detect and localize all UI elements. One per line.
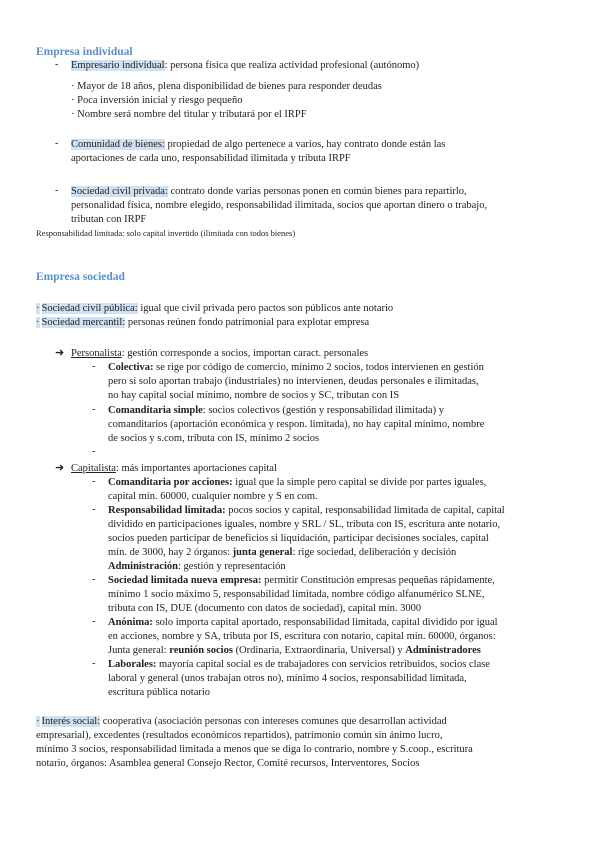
- anonima-text-3c: (Ordinaria, Extraordinaria, Universal) y: [232, 645, 406, 656]
- personalista-line: [71, 347, 368, 360]
- personalista-text: : gestión corresponde a socios, importan caract. personales: [121, 348, 369, 359]
- acciones-line-2: capital mín. 60000, cualquier nombre y S en com.: [108, 491, 318, 502]
- acciones-line: [108, 476, 486, 489]
- limitada-text-4c: : rige sociedad, deliberación y decisión: [292, 547, 457, 558]
- interes-social-label: Interés social:: [41, 716, 101, 727]
- reunion-socios-label: reunión socios: [169, 645, 233, 656]
- laborales-line: [108, 658, 490, 671]
- mercantil-label: Sociedad mercantil:: [41, 317, 126, 328]
- limitada-text-4a: mín. de 3000, hay 2 órganos:: [108, 547, 233, 558]
- civil-publica-line: [36, 302, 393, 315]
- limitada-line: [108, 504, 505, 517]
- comanditaria-simple-label: Comanditaria simple: [108, 405, 203, 416]
- laborales-line-2: laboral y general (unos trabajan otros no), mínimo 4 socios, responsabilidad limitada,: [108, 673, 467, 684]
- dash: -: [92, 616, 96, 627]
- heading-empresa-individual: Empresa individual: [36, 46, 133, 58]
- civil-privada-line-3: tributan con IRPF: [71, 214, 147, 225]
- interes-social-text: cooperativa (asociación personas con intereses comunes que desarrollan actividad: [100, 716, 447, 727]
- civil-publica-label: Sociedad civil pública:: [41, 303, 138, 314]
- personalista-label: Personalista: [71, 348, 122, 359]
- responsabilidad-note: Responsabilidad limitada: solo capital invertido (ilimitada con todos bienes): [36, 228, 296, 238]
- acciones-label: Comanditaria por acciones:: [108, 477, 233, 488]
- limitada-line-2: dividido en participaciones iguales, nombre y SRL / SL, tributa con IS, escritura ante notario,: [108, 519, 501, 530]
- arrow-icon: ➜: [55, 347, 65, 359]
- dash: -: [92, 404, 96, 415]
- comanditaria-simple-line-2: comanditarios (aportación económica y respon. limitada), no hay capital mínimo, nombre: [108, 419, 485, 430]
- comunidad-text: propiedad de algo pertenece a varios, hay contrato donde están las: [164, 139, 446, 150]
- heading-empresa-sociedad: Empresa sociedad: [36, 271, 125, 283]
- limitada-line-3: socios pueden participar de beneficios si liquidación, participar decisiones sociales, capital: [108, 533, 489, 544]
- dash: -: [55, 59, 59, 70]
- laborales-label: Laborales:: [108, 659, 157, 670]
- bullet-line: · Poca inversión inicial y riesgo pequeño: [71, 95, 243, 106]
- comanditaria-simple-line: [108, 404, 444, 417]
- administracion-label: Administración: [108, 561, 179, 572]
- arrow-icon: ➜: [55, 462, 65, 474]
- nueva-text: permitir Constitución empresas pequeñas rápidamente,: [261, 575, 495, 586]
- colectiva-line-3: no hay capital social mínimo, nombre de socios y SC, tributan con IS: [108, 390, 400, 401]
- nueva-line-2: mínimo 1 socio máximo 5, responsabilidad limitada, nombre código alfanumérico SLNE,: [108, 589, 485, 600]
- dash: -: [92, 504, 96, 515]
- nueva-label: Sociedad limitada nueva empresa:: [108, 575, 262, 586]
- civil-privada-line-2: personalidad física, nombre elegido, responsabilidad ilimitada, socios que aportan dinero o trabajo,: [71, 200, 488, 211]
- bullet-dot: ·: [36, 716, 40, 727]
- comunidad-label: Comunidad de bienes:: [71, 139, 165, 150]
- colectiva-line-2: pero si solo aportan trabajo (industriales) no intervienen, deudas personales e ilimitadas,: [108, 376, 479, 387]
- empresario-individual-label: Empresario individual: [71, 60, 165, 71]
- junta-general-label: junta general: [232, 547, 293, 558]
- anonima-line: [108, 616, 498, 629]
- mercantil-text: personas reúnen fondo patrimonial para explotar empresa: [125, 317, 370, 328]
- empresario-individual-text: : persona física que realiza actividad profesional (autónomo): [164, 60, 420, 71]
- colectiva-text: se rige por código de comercio, mínimo 2 socios, todos intervienen en gestión: [153, 362, 484, 373]
- anonima-line-2: en acciones, nombre y SA, tributa por IS, escritura con notario, capital mín. 60000, órganos:: [108, 631, 496, 642]
- bullet-line: · Nombre será nombre del titular y tributará por el IRPF: [71, 109, 307, 120]
- limitada-text-5b: : gestión y representación: [178, 561, 286, 572]
- dash: -: [92, 361, 96, 372]
- empresario-individual-line: [71, 59, 419, 72]
- colectiva-label: Colectiva:: [108, 362, 154, 373]
- capitalista-line: [71, 462, 277, 475]
- colectiva-line: [108, 361, 484, 374]
- capitalista-text: : más importantes aportaciones capital: [115, 463, 277, 474]
- interes-social-line-2: empresarial), excedentes (resultados económicos repartidos), patrimonio común sin ánimo lucro,: [36, 730, 443, 741]
- bullet-dot: ·: [36, 317, 40, 328]
- laborales-text: mayoría capital social es de trabajadores con servicios retribuidos, socios clase: [156, 659, 490, 670]
- interes-social-line-3: mínimo 3 socios, responsabilidad limitada a menos que se diga lo contrario, nombre y S.coop., escritura: [36, 744, 473, 755]
- limitada-text: pocos socios y capital, responsabilidad limitada de capital, capital: [225, 505, 505, 516]
- nueva-line-3: tributa con IS, DUE (documento con datos de sociedad), capital mín. 3000: [108, 603, 422, 614]
- limitada-line-5: [108, 560, 286, 573]
- comunidad-line-2: aportaciones de cada uno, responsabilidad ilimitada y tributa IRPF: [71, 153, 351, 164]
- civil-privada-line: [71, 185, 467, 198]
- dash: -: [92, 658, 96, 669]
- dash: -: [92, 574, 96, 585]
- anonima-label: Anónima:: [108, 617, 153, 628]
- civil-privada-text: contrato donde varias personas ponen en común bienes para repartirlo,: [167, 186, 467, 197]
- dash: -: [92, 476, 96, 487]
- interes-social-line-4: notario, órganos: Asamblea general Consejo Rector, Comité recursos, Interventores, Socios: [36, 758, 420, 769]
- comanditaria-simple-text: : socios colectivos (gestión y responsabilidad ilimitada) y: [202, 405, 444, 416]
- comanditaria-simple-line-3: de socios y s.com, tributa con IS, mínimo 2 socios: [108, 433, 320, 444]
- dash: -: [92, 446, 96, 457]
- laborales-line-3: escritura pública notario: [108, 687, 211, 698]
- limitada-label: Responsabilidad limitada:: [108, 505, 226, 516]
- capitalista-label: Capitalista: [71, 463, 116, 474]
- civil-privada-label: Sociedad civil privada:: [71, 186, 168, 197]
- anonima-text-3a: Junta general:: [108, 645, 170, 656]
- anonima-text: solo importa capital aportado, responsabilidad limitada, capital dividido por igual: [152, 617, 498, 628]
- administradores-label: Administradores: [405, 645, 481, 656]
- mercantil-line: [36, 316, 369, 329]
- anonima-line-3: [108, 644, 481, 657]
- bullet-dot: ·: [36, 303, 40, 314]
- interes-social-line: [36, 715, 447, 728]
- dash: -: [55, 185, 59, 196]
- civil-publica-text: igual que civil privada pero pactos son públicos ante notario: [137, 303, 394, 314]
- dash: -: [55, 138, 59, 149]
- nueva-line: [108, 574, 495, 587]
- acciones-text: igual que la simple pero capital se divide por partes iguales,: [232, 477, 487, 488]
- limitada-line-4: [108, 546, 456, 559]
- comunidad-line: [71, 138, 445, 151]
- bullet-line: · Mayor de 18 años, plena disponibilidad de bienes para responder deudas: [71, 81, 382, 92]
